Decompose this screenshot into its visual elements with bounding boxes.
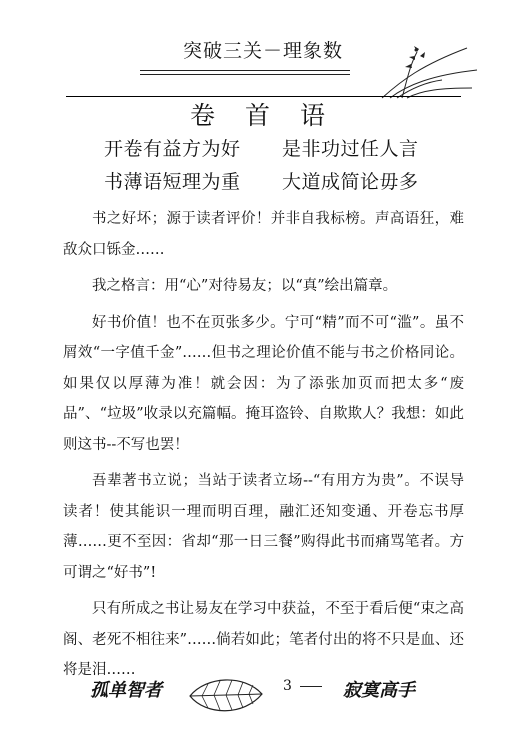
paragraph: 我之格言：用“心”对待易友；以“真”绘出篇章。: [92, 278, 398, 294]
body-text: [63, 204, 464, 692]
running-header-title: 突破三关－理象数: [182, 40, 343, 62]
paragraph: 吾辈著书立说；当站于读者立场--“有用方为贵”。不误导读者！使其能识一理而明百理，融汇还知变通、开卷忘书厚薄……更不至因：省却“那一日三餐”购得此书而痛骂笔者。方可谓之“好书”!: [63, 473, 464, 581]
couplet-left: 书薄语短理为重: [104, 171, 241, 193]
paragraph: 书之好坏；源于读者评价！并非自我标榜。声高语狂，难敌众口铄金……: [63, 211, 464, 258]
couplet-right: 是非功过任人言: [282, 138, 419, 160]
footer-left-text: 孤单智者: [90, 680, 162, 701]
orchid-illustration: [372, 40, 482, 100]
page-title: 卷 首 语: [190, 101, 336, 130]
couplet-right: 大道成简论毋多: [282, 171, 419, 193]
paragraph: 只有所成之书让易友在学习中获益，不至于看后便“束之高阁、老死不相往来”……倘若如此；笔者付出的将不只是血、还将是泪……: [63, 601, 464, 678]
page-number: 3: [283, 678, 292, 694]
couplet-line-2: [104, 167, 419, 194]
footer-dash: [300, 686, 322, 687]
footer-right-text: 寂寞高手: [343, 680, 415, 701]
leaf-illustration: [186, 674, 266, 718]
header-double-rule: [140, 70, 350, 78]
paragraph: 好书价值！也不在页张多少。宁可“精”而不可“滥”。虽不屑效“一字值千金”……但书之理论价值不能与书之价格同论。如果仅以厚薄为准！就会因：为了添张加页而把太多“废品”、“垃圾”收录以充篇幅。掩耳盗铃、自欺欺人？我想：如此则这书--不写也罢！: [63, 314, 464, 453]
couplet-line-1: [104, 134, 419, 161]
couplet-left: 开卷有益方为好: [104, 138, 241, 160]
